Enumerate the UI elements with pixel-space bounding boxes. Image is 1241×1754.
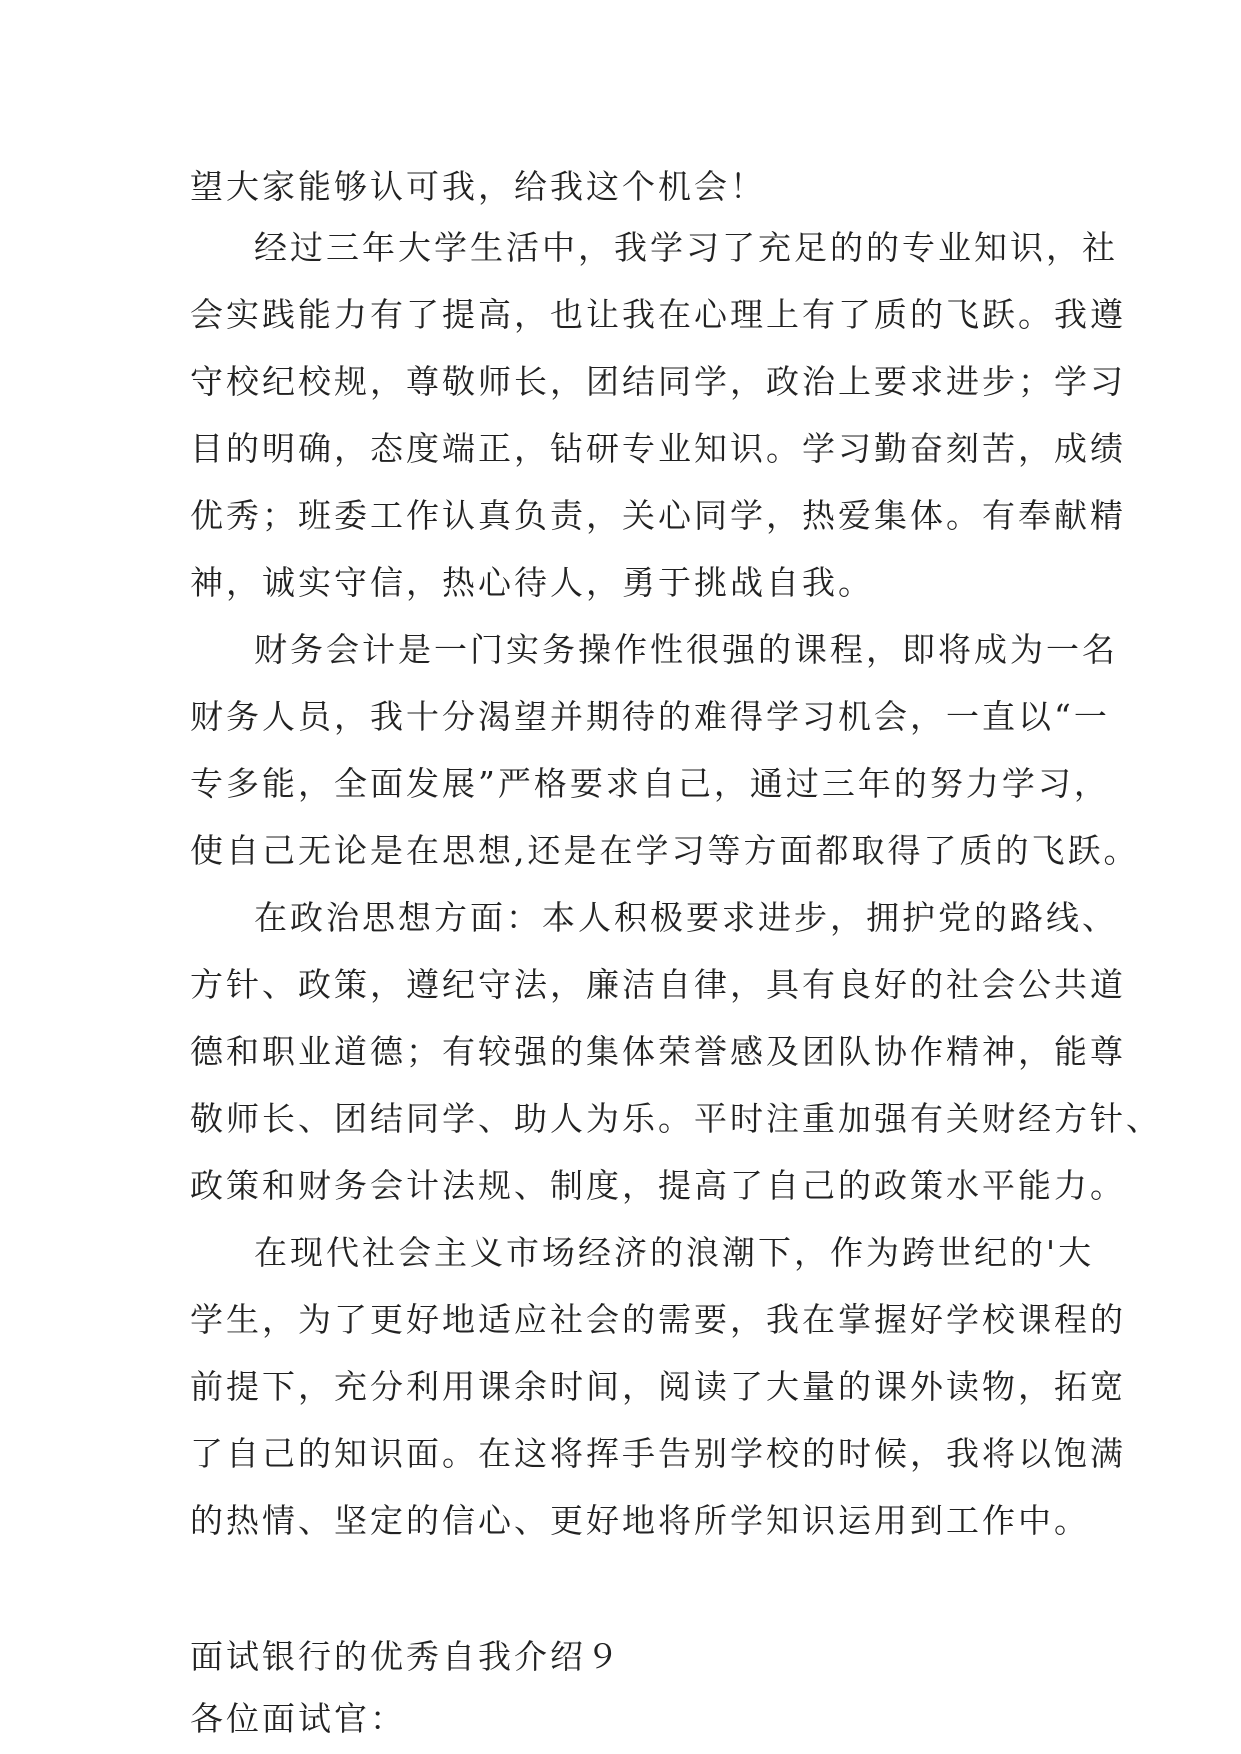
paragraph-line: 德和职业道德；有较强的集体荣誉感及团队协作精神，能尊 [190, 1032, 1126, 1071]
paragraph-1 [190, 214, 1126, 616]
paragraph-line: 财务人员，我十分渴望并期待的难得学习机会，一直以“一 [190, 697, 1110, 736]
paragraph-line: 在现代社会主义市场经济的浪潮下，作为跨世纪的'大 [254, 1233, 1095, 1272]
paragraph-line: 的热情、坚定的信心、更好地将所学知识运用到工作中。 [190, 1501, 1090, 1540]
paragraph-line: 学生，为了更好地适应社会的需要，我在掌握好学校课程的 [190, 1300, 1126, 1339]
paragraph-2 [190, 616, 1140, 884]
paragraph-line: 前提下，充分利用课余时间，阅读了大量的课外读物，拓宽 [190, 1367, 1126, 1406]
paragraph-line: 了自己的知识面。在这将挥手告别学校的时候，我将以饱满 [190, 1434, 1126, 1473]
section-gap [190, 1554, 1070, 1626]
paragraph-line: 专多能，全面发展”严格要求自己，通过三年的努力学习， [190, 764, 1110, 803]
paragraph-line: 政策和财务会计法规、制度，提高了自己的政策水平能力。 [190, 1166, 1126, 1205]
paragraph-line: 目的明确，态度端正，钻研专业知识。学习勤奋刻苦，成绩 [190, 429, 1126, 468]
section-title: 面试银行的优秀自我介绍９ [190, 1637, 622, 1676]
paragraph-line: 使自己无论是在思想,还是在学习等方面都取得了质的飞跃。 [190, 831, 1140, 870]
paragraph-line: 守校纪校规，尊敬师长，团结同学，政治上要求进步；学习 [190, 362, 1126, 401]
paragraph-4 [190, 1219, 1126, 1554]
paragraph-line: 方针、政策，遵纪守法，廉洁自律，具有良好的社会公共道 [190, 965, 1126, 1004]
paragraph-line: 神，诚实守信，热心待人，勇于挑战自我。 [190, 563, 874, 602]
paragraph-line: 优秀；班委工作认真负责，关心同学，热爱集体。有奉献精 [190, 496, 1126, 535]
salutation: 各位面试官： [190, 1699, 406, 1738]
document-page [190, 160, 1162, 1750]
paragraph-line: 在政治思想方面：本人积极要求进步，拥护党的路线、 [254, 898, 1118, 937]
paragraph-line: 经过三年大学生活中，我学习了充足的的专业知识，社 [254, 228, 1118, 267]
paragraph-line: 会实践能力有了提高，也让我在心理上有了质的飞跃。我遵 [190, 295, 1126, 334]
paragraph-3 [190, 884, 1162, 1219]
intro-line: 望大家能够认可我，给我这个机会！ [190, 167, 766, 206]
paragraph-line: 财务会计是一门实务操作性很强的课程，即将成为一名 [254, 630, 1118, 669]
paragraph-line: 敬师长、团结同学、助人为乐。平时注重加强有关财经方针、 [190, 1099, 1162, 1138]
